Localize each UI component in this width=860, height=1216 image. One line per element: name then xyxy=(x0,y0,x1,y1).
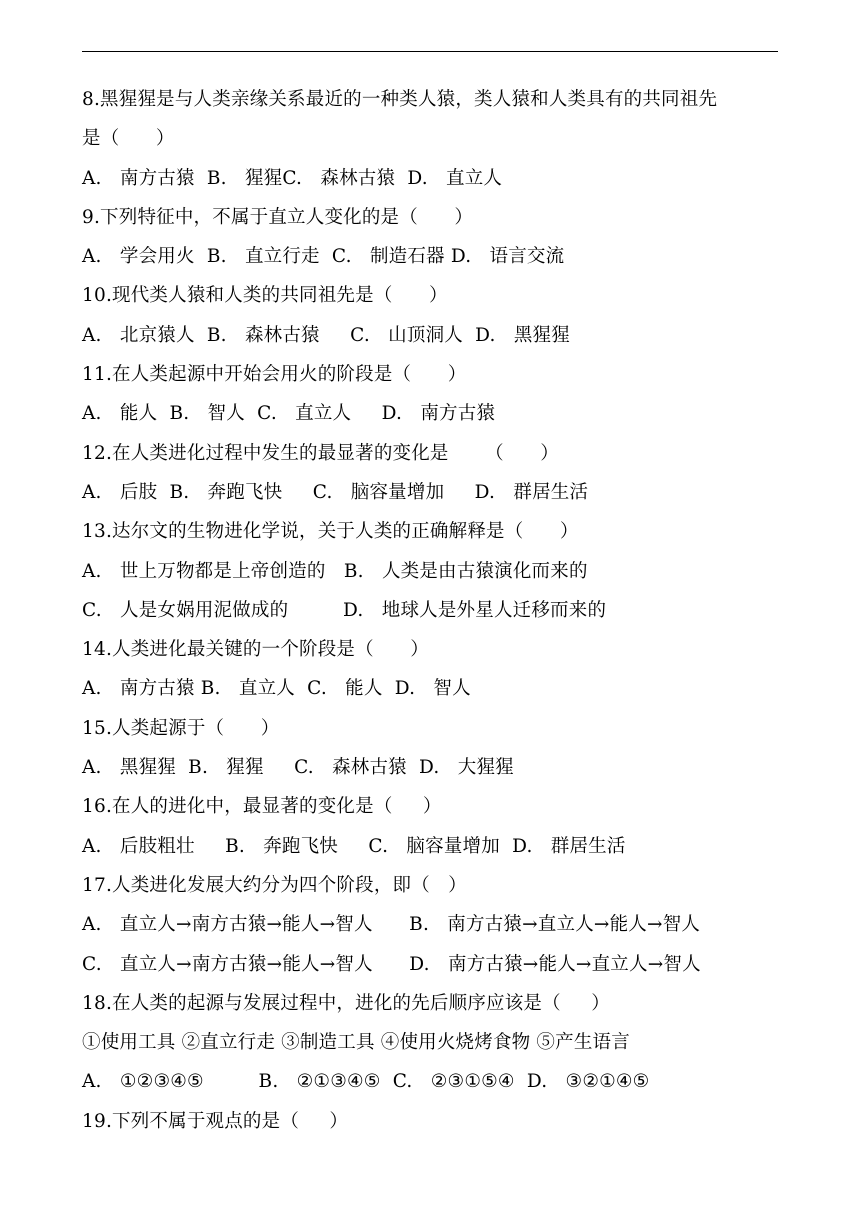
question-14-stem: 14.人类进化最关键的一个阶段是（ ） xyxy=(82,639,430,661)
question-19-stem: 19.下列不属于观点的是（ ） xyxy=(82,1110,349,1132)
question-13-options-cd: C. 人是女娲用泥做成的 D. 地球人是外星人迁移而来的 xyxy=(82,599,607,621)
question-13-stem: 13.达尔文的生物进化学说，关于人类的正确解释是（ ） xyxy=(82,521,579,543)
document-body xyxy=(82,80,782,1141)
question-11-stem: 11.在人类起源中开始会用火的阶段是（ ） xyxy=(82,364,467,386)
question-17-stem: 17.人类进化发展大约分为四个阶段，即（ ） xyxy=(82,874,467,896)
question-18-items: ①使用工具 ②直立行走 ③制造工具 ④使用火烧烤食物 ⑤产生语言 xyxy=(82,1032,630,1054)
question-9-stem: 9.下列特征中，不属于直立人变化的是（ ） xyxy=(82,206,474,228)
question-13-options-ab: A. 世上万物都是上帝创造的 B. 人类是由古猿演化而来的 xyxy=(82,560,588,582)
question-15-stem: 15.人类起源于（ ） xyxy=(82,717,280,739)
question-17-options-cd: C. 直立人→南方古猿→能人→智人 D. 南方古猿→能人→直立人→智人 xyxy=(82,953,701,975)
question-18-options: A. ①②③④⑤ B. ②①③④⑤ C. ②③①⑤④ D. ③②①④⑤ xyxy=(82,1071,650,1093)
question-10-options: A. 北京猿人 B. 森林古猿 C. 山顶洞人 D. 黑猩猩 xyxy=(82,324,570,346)
question-8-stem: 8.黑猩猩是与人类亲缘关系最近的一种类人猿，类人猿和人类具有的共同祖先 xyxy=(82,89,718,110)
question-12-options: A. 后肢 B. 奔跑飞快 C. 脑容量增加 D. 群居生活 xyxy=(82,481,589,503)
question-16-stem: 16.在人的进化中，最显著的变化是（ ） xyxy=(82,796,442,818)
question-8-options: A. 南方古猿 B. 猩猩C. 森林古猿 D. 直立人 xyxy=(82,167,503,189)
question-8-stem-cont: 是（ ） xyxy=(82,128,175,150)
question-17-options-ab: A. 直立人→南方古猿→能人→智人 B. 南方古猿→直立人→能人→智人 xyxy=(82,914,701,936)
question-10-stem: 10.现代类人猿和人类的共同祖先是（ ） xyxy=(82,285,448,307)
question-18-stem: 18.在人类的起源与发展过程中，进化的先后顺序应该是（ ） xyxy=(82,992,610,1014)
question-9-options: A. 学会用火 B. 直立行走 C. 制造石器 D. 语言交流 xyxy=(82,246,565,268)
question-11-options: A. 能人 B. 智人 C. 直立人 D. 南方古猿 xyxy=(82,403,496,425)
header-rule xyxy=(82,51,778,52)
question-12-stem: 12.在人类进化过程中发生的最显著的变化是 （ ） xyxy=(82,442,559,464)
question-14-options: A. 南方古猿 B. 直立人 C. 能人 D. 智人 xyxy=(82,678,471,700)
question-16-options: A. 后肢粗壮 B. 奔跑飞快 C. 脑容量增加 D. 群居生活 xyxy=(82,835,626,857)
question-15-options: A. 黑猩猩 B. 猩猩 C. 森林古猿 D. 大猩猩 xyxy=(82,757,514,779)
